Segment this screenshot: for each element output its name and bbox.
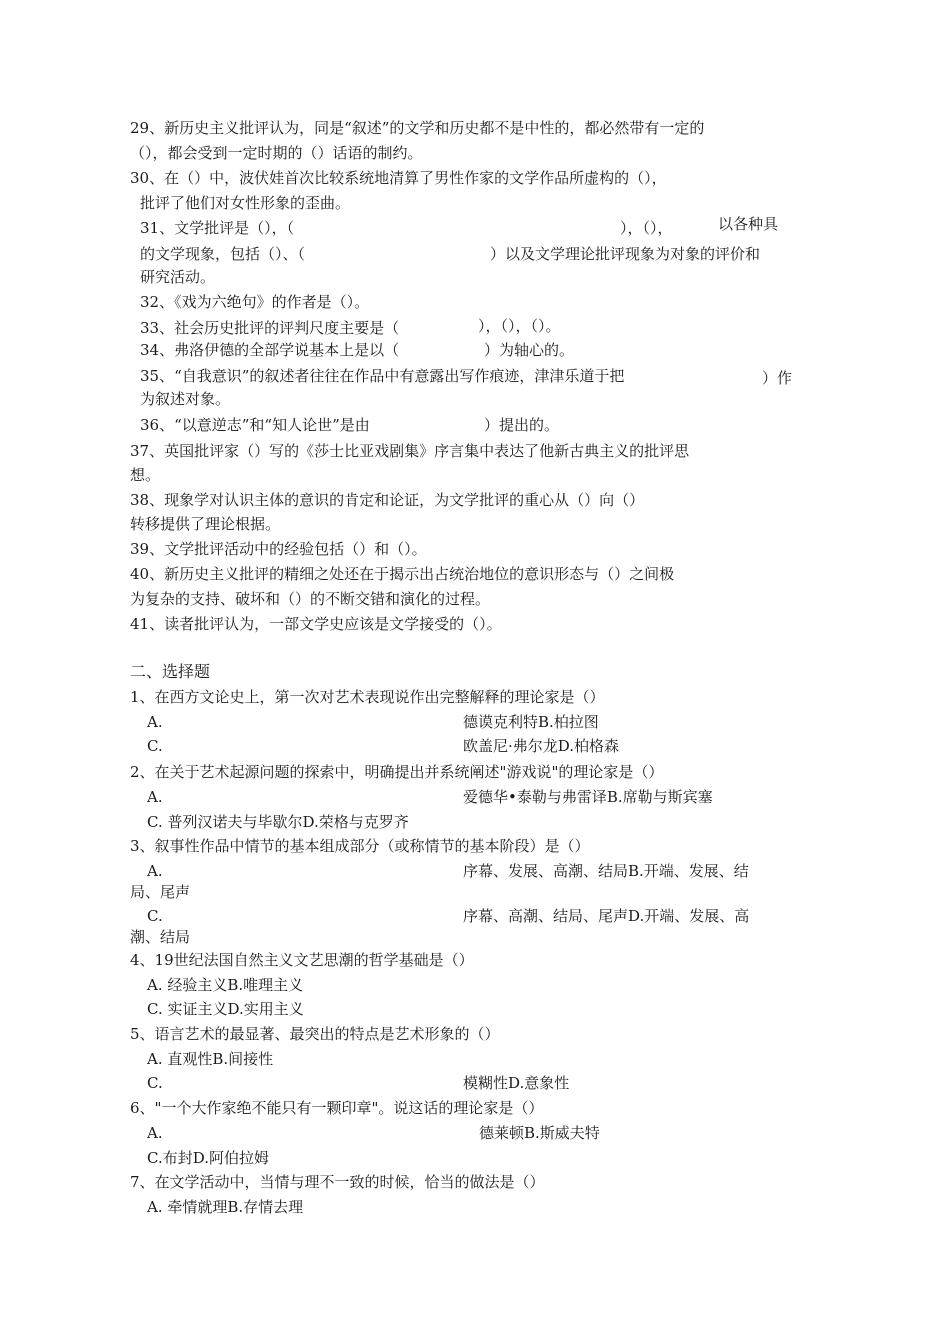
question-34b: ）为轴心的。 bbox=[484, 341, 575, 359]
question-35-line-1b: ）作 bbox=[762, 369, 793, 387]
question-31-line-1a: 31、文学批评是（），（ bbox=[140, 219, 295, 237]
choice-4-a-line: A. 经验主义B.唯理主义 bbox=[147, 976, 304, 994]
choice-2-c-line: C. 普列汉诺夫与毕歇尔D.荣格与克罗齐 bbox=[147, 813, 409, 831]
question-35-line-2: 为叙述对象。 bbox=[140, 390, 231, 408]
choice-5-a-line: A. 直观性B.间接性 bbox=[147, 1050, 274, 1068]
choice-2-stem: 2、在关于艺术起源问题的探索中，明确提出并系统阐述"游戏说"的理论家是（） bbox=[130, 763, 664, 781]
question-32: 32、《戏为六绝句》的作者是（）。 bbox=[140, 293, 370, 311]
question-39: 39、文学批评活动中的经验包括（）和（）。 bbox=[130, 540, 427, 558]
choice-2-a-text: 爱德华•泰勒与弗雷译B.席勒与斯宾塞 bbox=[463, 788, 713, 806]
question-30-line-2: 批评了他们对女性形象的歪曲。 bbox=[140, 194, 351, 212]
question-33b: ），（），（）。 bbox=[478, 317, 561, 335]
question-30-line-1: 30、在（）中，波伏娃首次比较系统地清算了男性作家的文学作品所虚构的（）， bbox=[130, 169, 667, 187]
choice-2-a-label: A. bbox=[147, 788, 163, 806]
choice-7-stem: 7、在文学活动中，当情与理不一致的时候，恰当的做法是（） bbox=[130, 1173, 545, 1191]
choice-6-a-label: A. bbox=[147, 1124, 163, 1142]
question-29-line-1: 29、新历史主义批评认为，同是“叙述”的文学和历史都不是中性的，都必然带有一定的 bbox=[130, 119, 705, 137]
choice-6-stem: 6、"一个大作家绝不能只有一颗印章"。说这话的理论家是（） bbox=[130, 1099, 544, 1117]
question-31-line-3: 研究活动。 bbox=[140, 268, 216, 286]
choice-1-a-text: 德谟克利特B.柏拉图 bbox=[463, 713, 599, 731]
question-40-line-1: 40、新历史主义批评的精细之处还在于揭示出占统治地位的意识形态与（）之间极 bbox=[130, 565, 675, 583]
choice-3-c-text: 序幕、高潮、结局、尾声D.开端、发展、高 bbox=[463, 907, 750, 925]
choice-6-a-text: 德莱顿B.斯威夫特 bbox=[479, 1124, 600, 1142]
choice-5-c-label: C. bbox=[147, 1074, 163, 1092]
question-38-line-2: 转移提供了理论根据。 bbox=[130, 515, 281, 533]
choice-3-stem: 3、叙事性作品中情节的基本组成部分（或称情节的基本阶段）是（） bbox=[130, 837, 590, 855]
question-40-line-2: 为复杂的支持、破坏和（）的不断交错和演化的过程。 bbox=[130, 590, 491, 608]
choice-1-c-label: C. bbox=[147, 737, 163, 755]
question-35-line-1a: 35、“自我意识”的叙述者往往在作品中有意露出写作痕迹，津津乐道于把 bbox=[140, 367, 625, 385]
question-36a: 36、“以意逆志”和“知人论世”是由 bbox=[140, 416, 370, 434]
question-29-line-2: （），都会受到一定时期的（）话语的制约。 bbox=[130, 144, 423, 162]
choice-3-c-continued: 潮、结局 bbox=[130, 928, 191, 946]
choice-5-c-text: 模糊性D.意象性 bbox=[463, 1074, 570, 1092]
choice-7-a-line: A. 牵情就理B.存情去理 bbox=[147, 1198, 304, 1216]
choice-4-stem: 4、19世纪法国自然主义文艺思潮的哲学基础是（） bbox=[130, 951, 474, 969]
choice-6-c-line: C.布封D.阿伯拉姆 bbox=[147, 1149, 269, 1167]
section-heading-choice: 二、选择题 bbox=[130, 662, 211, 681]
question-31-line-2b: ）以及文学理论批评现象为对象的评价和 bbox=[490, 245, 761, 263]
choice-1-c-text: 欧盖尼·弗尔龙D.柏格森 bbox=[463, 737, 620, 755]
question-31-line-2a: 的文学现象，包括（）、（ bbox=[140, 245, 306, 263]
choice-4-c-line: C. 实证主义D.实用主义 bbox=[147, 1000, 304, 1018]
question-34a: 34、弗洛伊德的全部学说基本上是以（ bbox=[140, 341, 400, 359]
question-38-line-1: 38、现象学对认识主体的意识的肯定和论证，为文学批评的重心从（）向（） bbox=[130, 491, 645, 509]
question-31-line-1b: ），（）， bbox=[620, 219, 673, 237]
question-41: 41、读者批评认为，一部文学史应该是文学接受的（）。 bbox=[130, 615, 502, 633]
question-37-line-2: 想。 bbox=[130, 466, 161, 484]
question-36b: ）提出的。 bbox=[484, 416, 560, 434]
choice-3-a-continued: 局、尾声 bbox=[130, 883, 191, 901]
choice-3-a-text: 序幕、发展、高潮、结局B.开端、发展、结 bbox=[463, 862, 749, 880]
choice-1-stem: 1、在西方文论史上，第一次对艺术表现说作出完整解释的理论家是（） bbox=[130, 688, 605, 706]
question-33a: 33、社会历史批评的评判尺度主要是（ bbox=[140, 319, 400, 337]
choice-3-a-label: A. bbox=[147, 862, 163, 880]
question-31-line-1c: 以各种具 bbox=[718, 215, 779, 233]
choice-1-a-label: A. bbox=[147, 713, 163, 731]
choice-5-stem: 5、语言艺术的最显著、最突出的特点是艺术形象的（） bbox=[130, 1025, 500, 1043]
choice-3-c-label: C. bbox=[147, 907, 163, 925]
question-37-line-1: 37、英国批评家（）写的《莎士比亚戏剧集》序言集中表达了他新古典主义的批评思 bbox=[130, 442, 690, 460]
